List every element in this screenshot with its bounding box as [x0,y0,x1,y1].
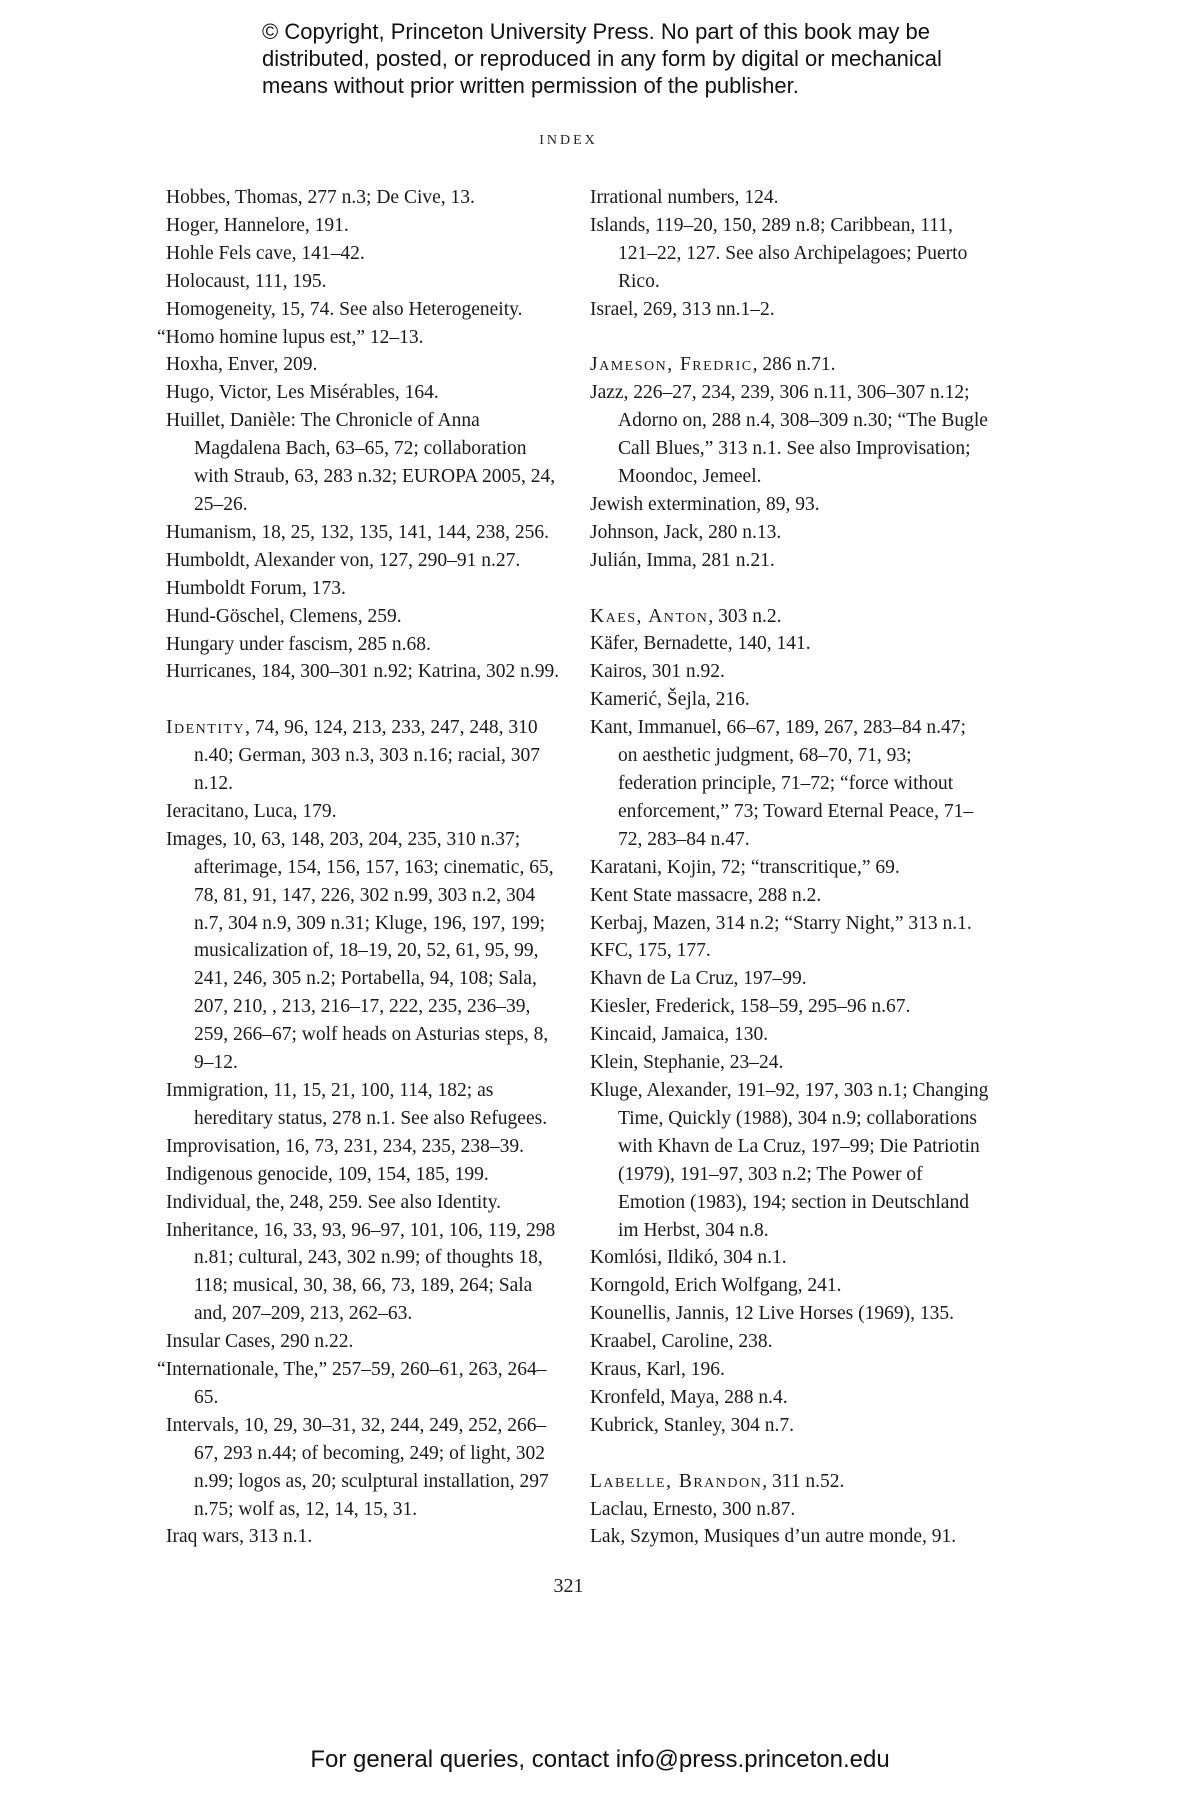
index-entry: Kraabel, Caroline, 238. [590,1331,773,1353]
entry-lead: Labelle, Brandon [590,1470,763,1492]
index-entry: Israel, 269, 313 nn.1–2. [590,298,775,320]
index-entry: Images, 10, 63, 148, 203, 204, 235, 310 n.37; afterimage, 154, 156, 157, 163; cinematic, 65, 78, 81, 91, 147, 226, 302 n.99, 303 n.2, 304 n.7, 304 n.9, 309 n.31; Kluge, 196, 197, 199; musicalization of, 18–19, 20, 52, 61, 95, 99, 241, 246, 305 n.2; Portabella, 94, 108; Sala, 207, 210, , 213, 216–17, 222, 235, 236–39, 259, 266–67; wolf heads on Asturias steps, 8, 9–12. [166,828,554,1074]
index-entry: Kamerić, Šejla, 216. [590,689,750,711]
index-entry: Kronfeld, Maya, 288 n.4. [590,1386,788,1408]
index-entry: Labelle, Brandon, 311 n.52. [590,1470,845,1492]
index-entry: Kiesler, Frederick, 158–59, 295–96 n.67. [590,996,911,1018]
index-entry: Kluge, Alexander, 191–92, 197, 303 n.1; Changing Time, Quickly (1988), 304 n.9; collaborations with Khavn de La Cruz, 197–99; Die Patriotin (1979), 191–97, 303 n.2; The Power of Emotion (1983), 194; section in Deutschland im Herbst, 304 n.8. [590,1079,989,1241]
index-entry: Lak, Szymon, Musiques d’un autre monde, 91. [590,1526,957,1548]
index-entry: Khavn de La Cruz, 197–99. [590,968,807,990]
index-entry: Kounellis, Jannis, 12 Live Horses (1969), 135. [590,1303,954,1325]
index-column-right [590,184,990,1551]
index-entry: Julián, Imma, 281 n.21. [590,549,775,571]
index-entry: Indigenous genocide, 109, 154, 185, 199. [166,1163,489,1185]
index-entry: Improvisation, 16, 73, 231, 234, 235, 238–39. [166,1135,525,1157]
index-entry: Jazz, 226–27, 234, 239, 306 n.11, 306–307 n.12; Adorno on, 288 n.4, 308–309 n.30; “The Bugle Call Blues,” 313 n.1. See also Improvisation; Moondoc, Jemeel. [590,382,988,488]
index-entry: Hungary under fascism, 285 n.68. [166,633,431,655]
index-entry: “Homo homine lupus est,” 12–13. [157,326,424,348]
letter-break [590,1440,990,1468]
index-entry: Komlósi, Ildikó, 304 n.1. [590,1247,787,1269]
index-entry: Kubrick, Stanley, 304 n.7. [590,1414,794,1436]
index-entry: Humboldt, Alexander von, 127, 290–91 n.27. [166,549,521,571]
index-entry: Irrational numbers, 124. [590,187,779,208]
entry-lead: Jameson, Fredric [590,354,753,376]
footer-contact: For general queries, contact info@press.princeton.edu [310,1746,890,1773]
index-entry: Laclau, Ernesto, 300 n.87. [590,1498,796,1520]
index-entry: Jewish extermination, 89, 93. [590,493,820,515]
index-entry: Käfer, Bernadette, 140, 141. [590,633,811,655]
entry-lead: Kaes, Anton [590,605,709,627]
index-entry: Inheritance, 16, 33, 93, 96–97, 101, 106, 119, 298 n.81; cultural, 243, 302 n.99; of thoughts 18, 118; musical, 30, 38, 66, 73, 189, 264; Sala and, 207–209, 213, 262–63. [166,1219,556,1325]
index-entry: Islands, 119–20, 150, 289 n.8; Caribbean, 111, 121–22, 127. See also Archipelagoes; Puerto Rico. [590,214,968,292]
index-entry: Hund-Göschel, Clemens, 259. [166,605,402,627]
index-column-left [157,184,566,1551]
index-entry: Karatani, Kojin, 72; “transcritique,” 69. [590,856,900,878]
index-entry: Kerbaj, Mazen, 314 n.2; “Starry Night,” 313 n.1. [590,912,972,934]
index-entry: Kant, Immanuel, 66–67, 189, 267, 283–84 n.47; on aesthetic judgment, 68–70, 71, 93; federation principle, 71–72; “force without enforcement,” 73; Toward Eternal Peace, 71–72, 283–84 n.47. [590,717,974,850]
index-entry: Klein, Stephanie, 23–24. [590,1052,784,1074]
index-entry: Iraq wars, 313 n.1. [166,1526,313,1548]
index-entry: Kaes, Anton, 303 n.2. [590,605,782,627]
index-entry: Immigration, 11, 15, 21, 100, 114, 182; as hereditary status, 278 n.1. See also Refugees. [166,1079,548,1129]
index-entry: Intervals, 10, 29, 30–31, 32, 244, 249, 252, 266–67, 293 n.44; of becoming, 249; of light, 302 n.99; logos as, 20; sculptural installation, 297 n.75; wolf as, 12, 14, 15, 31. [166,1414,549,1520]
index-entry: Hugo, Victor, Les Misérables, 164. [166,382,439,404]
index-entry: Hohle Fels cave, 141–42. [166,242,365,264]
letter-break [590,324,990,352]
index-entry: Jameson, Fredric, 286 n.71. [590,354,836,376]
index-entry: Humanism, 18, 25, 132, 135, 141, 144, 238, 256. [166,521,549,543]
index-entry: Kincaid, Jamaica, 130. [590,1024,769,1046]
letter-break [166,686,566,714]
index-entry: Holocaust, 111, 195. [166,270,327,292]
index-entry: “Internationale, The,” 257–59, 260–61, 263, 264–65. [157,1359,547,1408]
index-entry: Hobbes, Thomas, 277 n.3; De Cive, 13. [166,187,475,208]
index-entry: Kairos, 301 n.92. [590,661,725,683]
page-number: 321 [553,1575,584,1597]
index-entry: Kraus, Karl, 196. [590,1359,725,1381]
index-entry: Kent State massacre, 288 n.2. [590,884,822,906]
letter-break [590,575,990,603]
index-entry: Ieracitano, Luca, 179. [166,800,337,822]
index-entry: Homogeneity, 15, 74. See also Heterogeneity. [166,298,523,320]
index-entry: Hoger, Hannelore, 191. [166,214,349,236]
index-entry: Hoxha, Enver, 209. [166,354,318,376]
index-entry: KFC, 175, 177. [590,940,711,962]
index-entry: Korngold, Erich Wolfgang, 241. [590,1275,842,1297]
entry-lead: Identity [166,717,246,739]
index-entry: Identity, 74, 96, 124, 213, 233, 247, 248, 310 n.40; German, 303 n.3, 303 n.16; racial, 307 n.12. [166,717,541,795]
copyright-notice: © Copyright, Princeton University Press. No part of this book may be distributed, posted, or reproduced in any form by digital or mechanical means without prior written permission of the publisher. [262,19,942,98]
index-entry: Johnson, Jack, 280 n.13. [590,521,782,543]
index-entry: Individual, the, 248, 259. See also Identity. [166,1191,502,1213]
running-head: INDEX [539,133,598,148]
index-entry: Humboldt Forum, 173. [166,577,346,599]
index-entry: Hurricanes, 184, 300–301 n.92; Katrina, 302 n.99. [166,661,560,683]
index-entry: Insular Cases, 290 n.22. [166,1331,354,1353]
index-entry: Huillet, Danièle: The Chronicle of Anna Magdalena Bach, 63–65, 72; collaboration with Straub, 63, 283 n.32; EUROPA 2005, 24, 25–26. [166,410,556,515]
